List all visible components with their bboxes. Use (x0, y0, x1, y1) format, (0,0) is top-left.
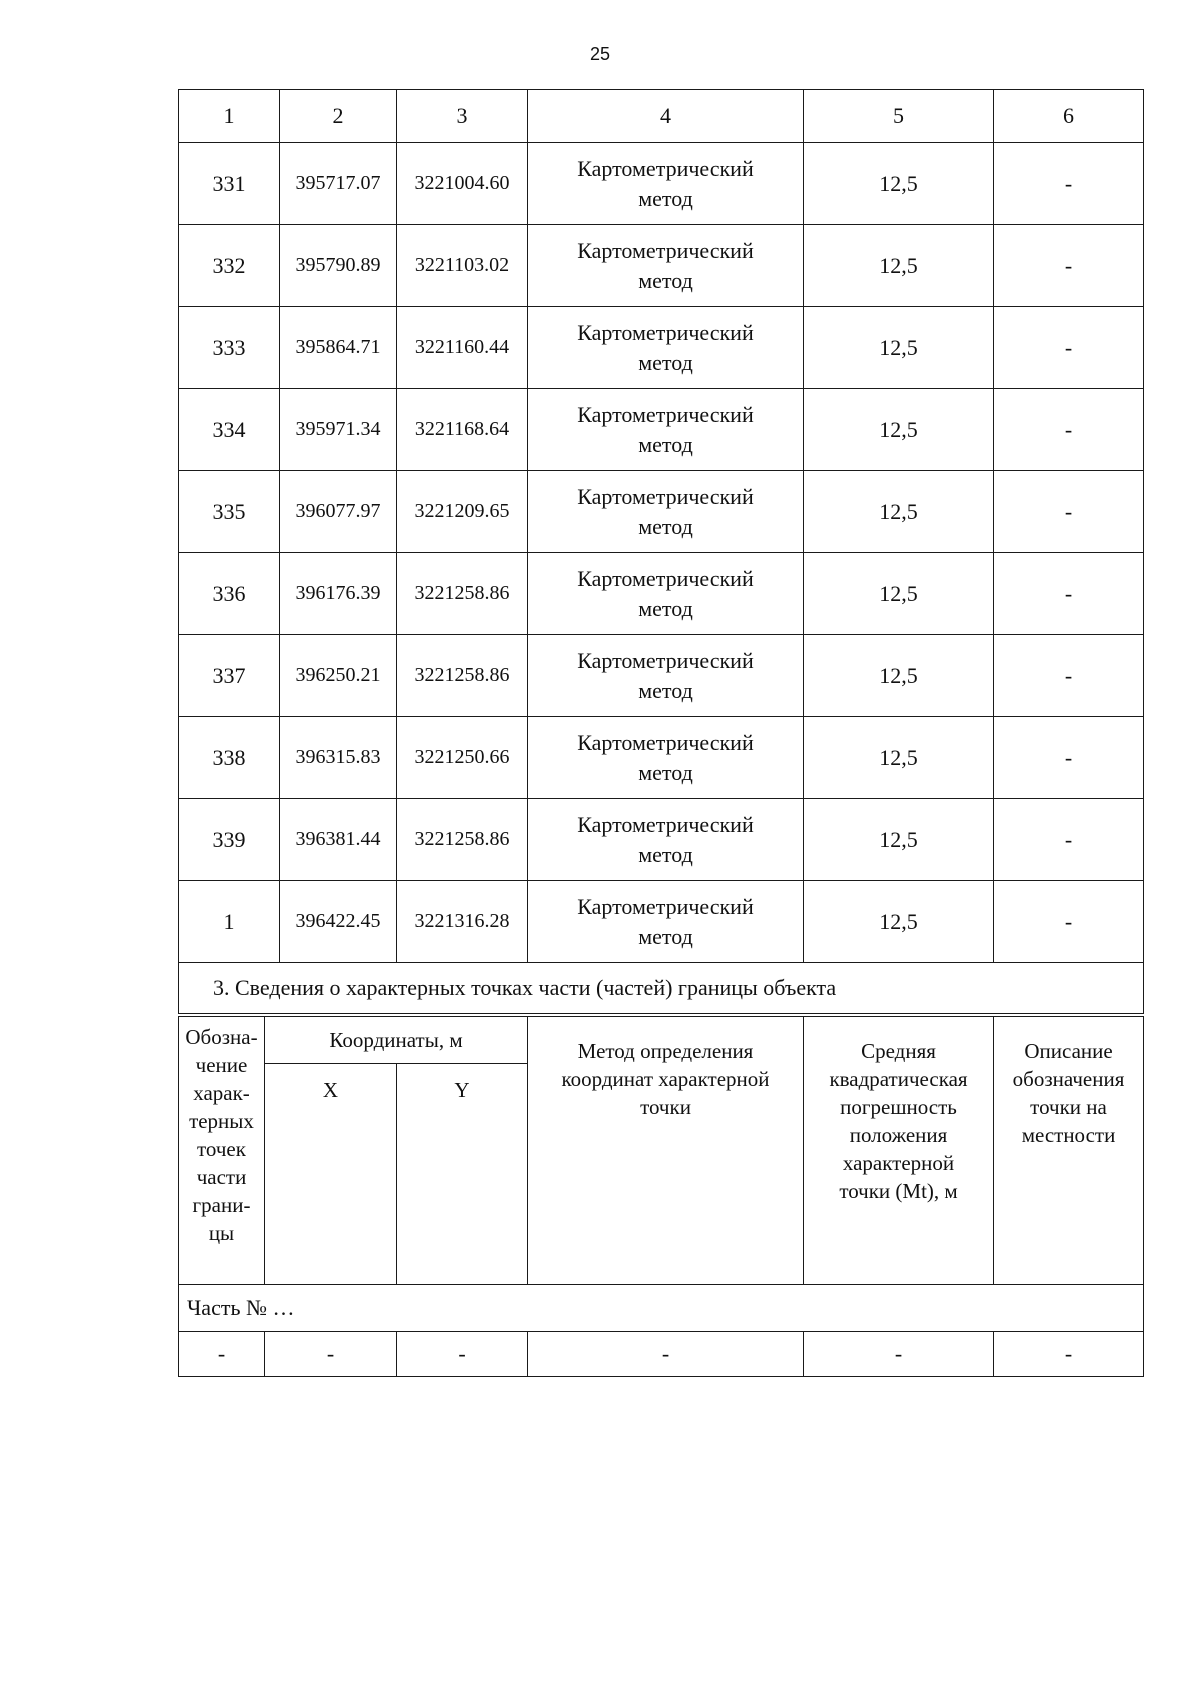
table-row (179, 881, 1144, 963)
point-number: 334 (179, 389, 280, 471)
method-cell (528, 881, 804, 963)
table-row (179, 225, 1144, 307)
coordinate-y: 3221258.86 (397, 799, 528, 881)
description-value: - (994, 881, 1144, 963)
coordinate-y: 3221103.02 (397, 225, 528, 307)
designation-header-line: Обозна- (185, 1025, 258, 1049)
point-number: 338 (179, 717, 280, 799)
designation-header-line: терных (189, 1109, 254, 1133)
accuracy-header-line: характерной (842, 1151, 955, 1175)
accuracy-header-line: положения (849, 1123, 948, 1147)
x-header: X (265, 1064, 397, 1285)
accuracy-value: 12,5 (804, 881, 994, 963)
method-cell (528, 389, 804, 471)
description-value: - (994, 389, 1144, 471)
accuracy-value: 12,5 (804, 225, 994, 307)
designation-header-line: цы (208, 1221, 235, 1245)
description-value: - (994, 225, 1144, 307)
coordinate-y: 3221209.65 (397, 471, 528, 553)
y-header: Y (397, 1064, 528, 1285)
part-label-row (179, 1285, 1144, 1332)
table-row (179, 635, 1144, 717)
table-row (179, 553, 1144, 635)
description-header-line: обозначения (1012, 1067, 1125, 1091)
coordinate-x: 395864.71 (280, 307, 397, 389)
point-number: 1 (179, 881, 280, 963)
accuracy-value: 12,5 (804, 471, 994, 553)
method-cell (528, 307, 804, 389)
method-line-2: метод (638, 349, 693, 375)
coordinate-y: 3221258.86 (397, 635, 528, 717)
boundary-points-table (178, 89, 1144, 1014)
empty-cell: - (179, 1332, 265, 1377)
table-row (179, 471, 1144, 553)
description-value: - (994, 143, 1144, 225)
description-value: - (994, 471, 1144, 553)
method-cell (528, 553, 804, 635)
description-header (994, 1017, 1144, 1285)
table-row (179, 389, 1144, 471)
coordinate-x: 395790.89 (280, 225, 397, 307)
method-line-2: метод (638, 595, 693, 621)
accuracy-header-line: точки (Mt), м (839, 1179, 958, 1203)
point-number: 336 (179, 553, 280, 635)
method-line-1: Картометрический (577, 319, 754, 345)
designation-header-line: харак- (193, 1081, 250, 1105)
table-row (179, 143, 1144, 225)
description-value: - (994, 553, 1144, 635)
designation-header-line: грани- (192, 1193, 251, 1217)
empty-cell: - (528, 1332, 804, 1377)
method-line-1: Картометрический (577, 155, 754, 181)
description-value: - (994, 307, 1144, 389)
description-header-line: местности (1021, 1123, 1116, 1147)
method-header-line: Метод определения (577, 1039, 754, 1063)
designation-header-line: чение (195, 1053, 248, 1077)
column-number-2: 2 (280, 90, 397, 143)
description-header-line: Описание (1024, 1039, 1113, 1063)
accuracy-value: 12,5 (804, 307, 994, 389)
empty-cell: - (397, 1332, 528, 1377)
coordinate-y: 3221160.44 (397, 307, 528, 389)
method-cell (528, 635, 804, 717)
method-line-1: Картометрический (577, 893, 754, 919)
empty-cell: - (994, 1332, 1144, 1377)
section-title: 3. Сведения о характерных точках части (частей) границы объекта (179, 963, 1144, 1014)
method-line-2: метод (638, 513, 693, 539)
method-line-1: Картометрический (577, 401, 754, 427)
coordinate-x: 396381.44 (280, 799, 397, 881)
accuracy-value: 12,5 (804, 143, 994, 225)
column-number-3: 3 (397, 90, 528, 143)
accuracy-value: 12,5 (804, 553, 994, 635)
point-number: 333 (179, 307, 280, 389)
method-line-1: Картометрический (577, 811, 754, 837)
table-row (179, 307, 1144, 389)
column-number-5: 5 (804, 90, 994, 143)
accuracy-value: 12,5 (804, 635, 994, 717)
coordinate-x: 396176.39 (280, 553, 397, 635)
page-number: 25 (589, 44, 611, 64)
coordinate-y: 3221258.86 (397, 553, 528, 635)
method-line-1: Картометрический (577, 237, 754, 263)
designation-header (179, 1017, 265, 1285)
column-number-6: 6 (994, 90, 1144, 143)
accuracy-value: 12,5 (804, 717, 994, 799)
coordinate-x: 395717.07 (280, 143, 397, 225)
column-number-1: 1 (179, 90, 280, 143)
point-number: 339 (179, 799, 280, 881)
point-number: 335 (179, 471, 280, 553)
accuracy-header (804, 1017, 994, 1285)
empty-cell: - (265, 1332, 397, 1377)
designation-header-line: точек (197, 1137, 246, 1161)
method-cell (528, 799, 804, 881)
coordinate-x: 396422.45 (280, 881, 397, 963)
accuracy-value: 12,5 (804, 389, 994, 471)
method-header-line: координат характерной (561, 1067, 770, 1091)
description-value: - (994, 717, 1144, 799)
coordinate-y: 3221168.64 (397, 389, 528, 471)
method-line-2: метод (638, 841, 693, 867)
coordinate-y: 3221250.66 (397, 717, 528, 799)
method-line-2: метод (638, 677, 693, 703)
coordinate-x: 396077.97 (280, 471, 397, 553)
method-header-line: точки (640, 1095, 691, 1119)
table-row (179, 1332, 1144, 1377)
table-row (179, 799, 1144, 881)
part-boundary-points-table (178, 1016, 1144, 1377)
coordinate-x: 395971.34 (280, 389, 397, 471)
coordinate-x: 396315.83 (280, 717, 397, 799)
designation-header-line: части (196, 1165, 247, 1189)
accuracy-header-line: погрешность (840, 1095, 957, 1119)
description-header-line: точки на (1030, 1095, 1107, 1119)
method-cell (528, 225, 804, 307)
method-line-1: Картометрический (577, 483, 754, 509)
method-line-1: Картометрический (577, 565, 754, 591)
method-line-2: метод (638, 759, 693, 785)
method-line-1: Картометрический (577, 729, 754, 755)
accuracy-value: 12,5 (804, 799, 994, 881)
column-numbers-row (179, 90, 1144, 143)
method-line-2: метод (638, 431, 693, 457)
coordinates-header: Координаты, м (265, 1017, 528, 1064)
table-row (179, 717, 1144, 799)
point-number: 331 (179, 143, 280, 225)
method-cell (528, 717, 804, 799)
description-value: - (994, 635, 1144, 717)
empty-cell: - (804, 1332, 994, 1377)
method-line-2: метод (638, 185, 693, 211)
coordinate-y: 3221316.28 (397, 881, 528, 963)
method-line-1: Картометрический (577, 647, 754, 673)
section-title-row (179, 963, 1144, 1014)
accuracy-header-line: Средняя (861, 1039, 936, 1063)
header-row (179, 1017, 1144, 1064)
part-label: Часть № … (179, 1285, 1144, 1332)
method-line-2: метод (638, 267, 693, 293)
method-line-2: метод (638, 923, 693, 949)
point-number: 332 (179, 225, 280, 307)
coordinate-x: 396250.21 (280, 635, 397, 717)
accuracy-header-line: квадратическая (829, 1067, 968, 1091)
coordinate-y: 3221004.60 (397, 143, 528, 225)
method-header (528, 1017, 804, 1285)
description-value: - (994, 799, 1144, 881)
point-number: 337 (179, 635, 280, 717)
method-cell (528, 143, 804, 225)
method-cell (528, 471, 804, 553)
column-number-4: 4 (528, 90, 804, 143)
